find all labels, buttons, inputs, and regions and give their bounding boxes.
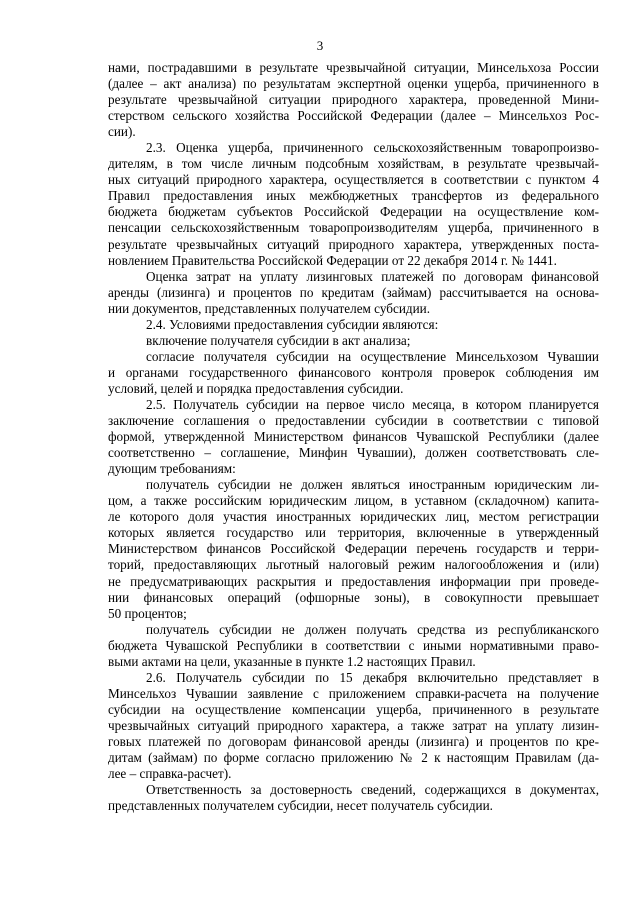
text-line: Минсельхоз Чувашии заявление с приложением справки-расчета на получение bbox=[108, 685, 599, 701]
text-line: получатель субсидии не должен являться иностранным юридическим ли- bbox=[146, 477, 599, 493]
text-line: субсидии на осуществление компенсации ущерба, причиненного в результате bbox=[108, 701, 599, 717]
text-line: цом, а также российским юридическим лицом, в уставном (складочном) капита- bbox=[108, 493, 599, 509]
text-line: 2.5. Получатель субсидии на первое число месяца, в котором планируется bbox=[146, 396, 599, 412]
text-line: которых является государство или территория, включенные в утвержденный bbox=[108, 525, 599, 541]
text-line: говых платежей по договорам финансовой аренды (лизинга) и процентов по кре- bbox=[108, 733, 599, 749]
text-line: дитам (займам) по форме согласно приложению № 2 к настоящим Правилам (да- bbox=[108, 750, 599, 766]
text-line: Ответственность за достоверность сведений, содержащихся в документах, bbox=[146, 782, 599, 798]
paragraph bbox=[108, 317, 599, 333]
text-line: условий, целей и порядка предоставления субсидии. bbox=[108, 380, 404, 396]
text-line: чрезвычайных ситуаций природного характера, а также затрат на уплату лизин- bbox=[108, 717, 599, 733]
text-line: выми актами на цели, указанные в пункте 1.2 настоящих Правил. bbox=[108, 653, 476, 669]
text-line: аренды (лизинга) и процентов по кредитам (займам) рассчитывается на основа- bbox=[108, 284, 599, 300]
paragraph bbox=[108, 670, 599, 782]
text-line: пенсации сельскохозяйственным товаропроизводителям ущерба, причиненного в bbox=[108, 220, 599, 236]
text-line: дителям, в том числе личным подсобным хозяйствам, в результате чрезвычай- bbox=[108, 156, 599, 172]
text-line: ных ситуаций природного характера, осуществляется в соответствии с пунктом 4 bbox=[108, 172, 599, 188]
text-line: дующим требованиям: bbox=[108, 461, 236, 477]
text-line: лее – справка-расчет). bbox=[108, 766, 232, 782]
page-number: 3 bbox=[316, 38, 324, 53]
text-line: Правил предоставления иных межбюджетных трансфертов из федерального bbox=[108, 188, 599, 204]
body-text bbox=[108, 60, 599, 814]
paragraph bbox=[108, 622, 599, 670]
paragraph bbox=[108, 349, 599, 397]
text-line: торий, предоставляющих льготный налоговый режим налогообложения и (или) bbox=[108, 557, 599, 573]
text-line: результате чрезвычайной ситуации природного характера, проведенной Мини- bbox=[108, 92, 599, 108]
text-line: нии финансовых операций (офшорные зоны), в совокупности превышает bbox=[108, 589, 599, 605]
text-line: 2.6. Получатель субсидии по 15 декабря включительно представляет в bbox=[146, 669, 599, 685]
text-line: получатель субсидии не должен получать средства из республиканского bbox=[146, 621, 599, 637]
text-line: 2.3. Оценка ущерба, причиненного сельскохозяйственным товаропроизво- bbox=[146, 140, 599, 156]
text-line: и органами государственного финансового контроля проверок соблюдения им bbox=[108, 364, 599, 380]
text-line: сии). bbox=[108, 124, 136, 140]
text-line: результате чрезвычайных ситуаций природного характера, утвержденных поста- bbox=[108, 236, 599, 252]
text-line: формой, утвержденной Министерством финансов Чувашской Республики (далее bbox=[108, 429, 599, 445]
paragraph bbox=[108, 397, 599, 477]
text-line: нами, пострадавшими в результате чрезвычайной ситуации, Минсельхоза России bbox=[108, 60, 599, 75]
text-line: (далее – акт анализа) по результатам экспертной оценки ущерба, причиненного в bbox=[108, 76, 599, 92]
text-line: заключение соглашения о предоставлении субсидии в соответствии с типовой bbox=[108, 413, 599, 429]
text-line: согласие получателя субсидии на осуществление Минсельхозом Чувашии bbox=[146, 348, 599, 364]
paragraph bbox=[108, 333, 599, 349]
text-line: Министерством финансов Российской Федерации перечень государств и терри- bbox=[108, 541, 599, 557]
text-line: ле которого доля участия иностранных юридических лиц, местом регистрации bbox=[108, 509, 599, 525]
text-line: бюджета Чувашской Республики в соответствии с иными нормативными право- bbox=[108, 637, 599, 653]
text-line: нии документов, представленных получателем субсидии. bbox=[108, 300, 431, 316]
paragraph bbox=[108, 477, 599, 621]
text-line: бюджета бюджетам субъектов Российской Федерации на осуществление ком- bbox=[108, 204, 599, 220]
text-line: соответственно – соглашение, Минфин Чувашии), должен соответствовать сле- bbox=[108, 445, 599, 461]
text-line: Оценка затрат на уплату лизинговых платежей по договорам финансовой bbox=[146, 268, 599, 284]
text-line: 2.4. Условиями предоставления субсидии являются: bbox=[146, 316, 439, 332]
text-line: не предусматривающих раскрытия и предоставления информации при проведе- bbox=[108, 573, 599, 589]
text-line: 50 процентов; bbox=[108, 605, 187, 621]
text-line: представленных получателем субсидии, несет получатель субсидии. bbox=[108, 798, 493, 814]
text-line: стерством сельского хозяйства Российской Федерации (далее – Минсельхоз Рос- bbox=[108, 108, 599, 124]
paragraph bbox=[108, 782, 599, 814]
paragraph bbox=[108, 269, 599, 317]
text-line: новлением Правительства Российской Федерации от 22 декабря 2014 г. № 1441. bbox=[108, 252, 557, 268]
text-line: включение получателя субсидии в акт анализа; bbox=[146, 332, 411, 348]
paragraph bbox=[108, 60, 599, 140]
paragraph bbox=[108, 140, 599, 268]
